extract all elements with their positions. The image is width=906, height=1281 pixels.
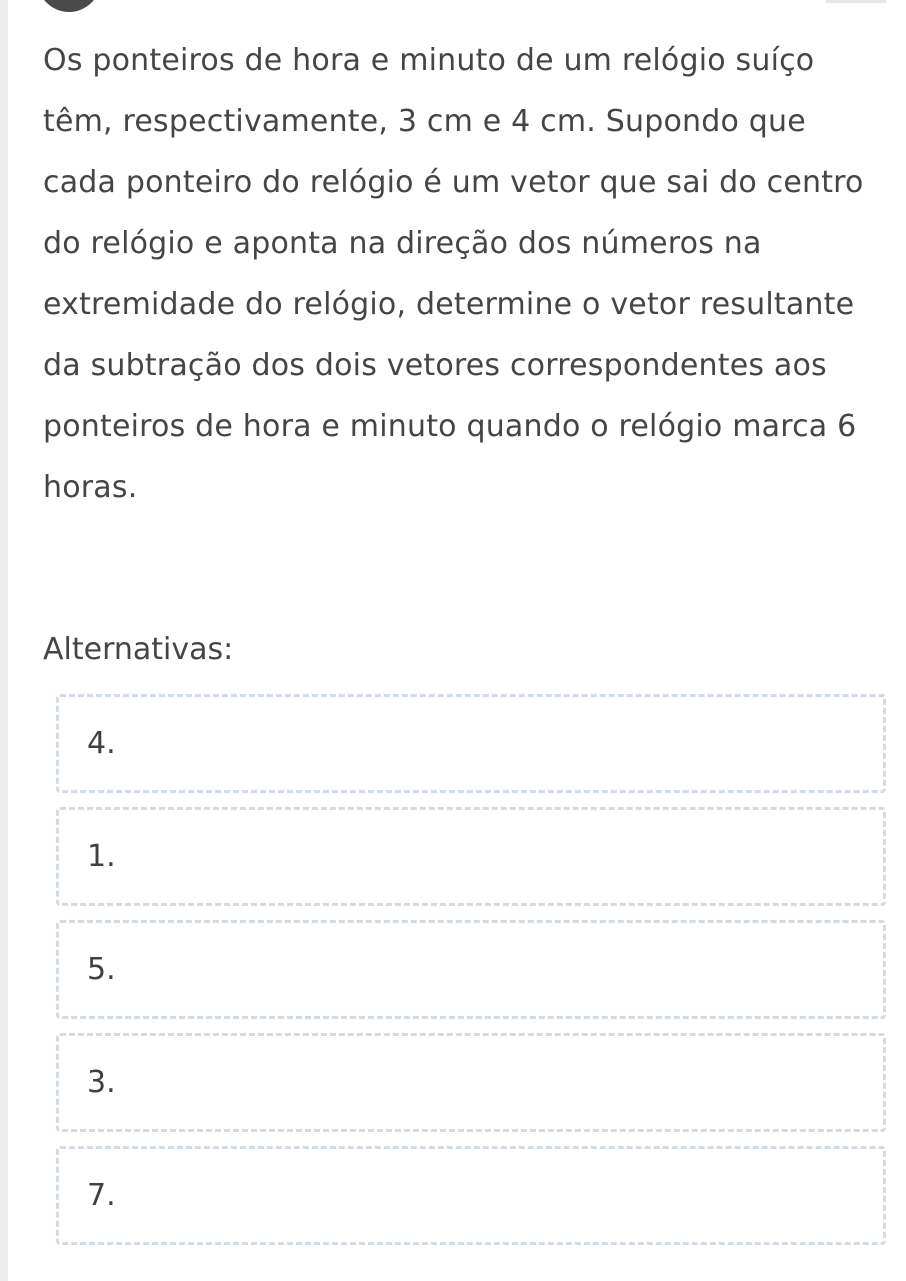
top-divider <box>826 0 886 3</box>
alternative-option-4[interactable] <box>56 1033 886 1132</box>
alternative-label: 5. <box>87 952 116 987</box>
alternative-option-5[interactable] <box>56 1146 886 1245</box>
alternative-label: 4. <box>87 726 116 761</box>
alternative-option-2[interactable] <box>56 807 886 906</box>
alternative-label: 3. <box>87 1065 116 1100</box>
alternative-option-1[interactable] <box>56 694 886 793</box>
alternative-label: 1. <box>87 839 116 874</box>
alternatives-title: Alternativas: <box>43 632 234 667</box>
question-text: Os ponteiros de hora e minuto de um relógio suíço têm, respectivamente, 3 cm e 4 cm. Supondo que cada ponteiro do relógio é um vetor que sai do centro do relógio e aponta na direção dos números na extremidade do relógio, determine o vetor resultante da subtração dos dois vetores correspondentes aos ponteiros de hora e minuto quando o relógio marca 6 horas. <box>43 43 864 505</box>
alternative-option-3[interactable] <box>56 920 886 1019</box>
alternatives-list <box>56 694 886 1259</box>
avatar <box>36 0 102 12</box>
left-border <box>0 0 8 1281</box>
alternative-label: 7. <box>87 1178 116 1213</box>
